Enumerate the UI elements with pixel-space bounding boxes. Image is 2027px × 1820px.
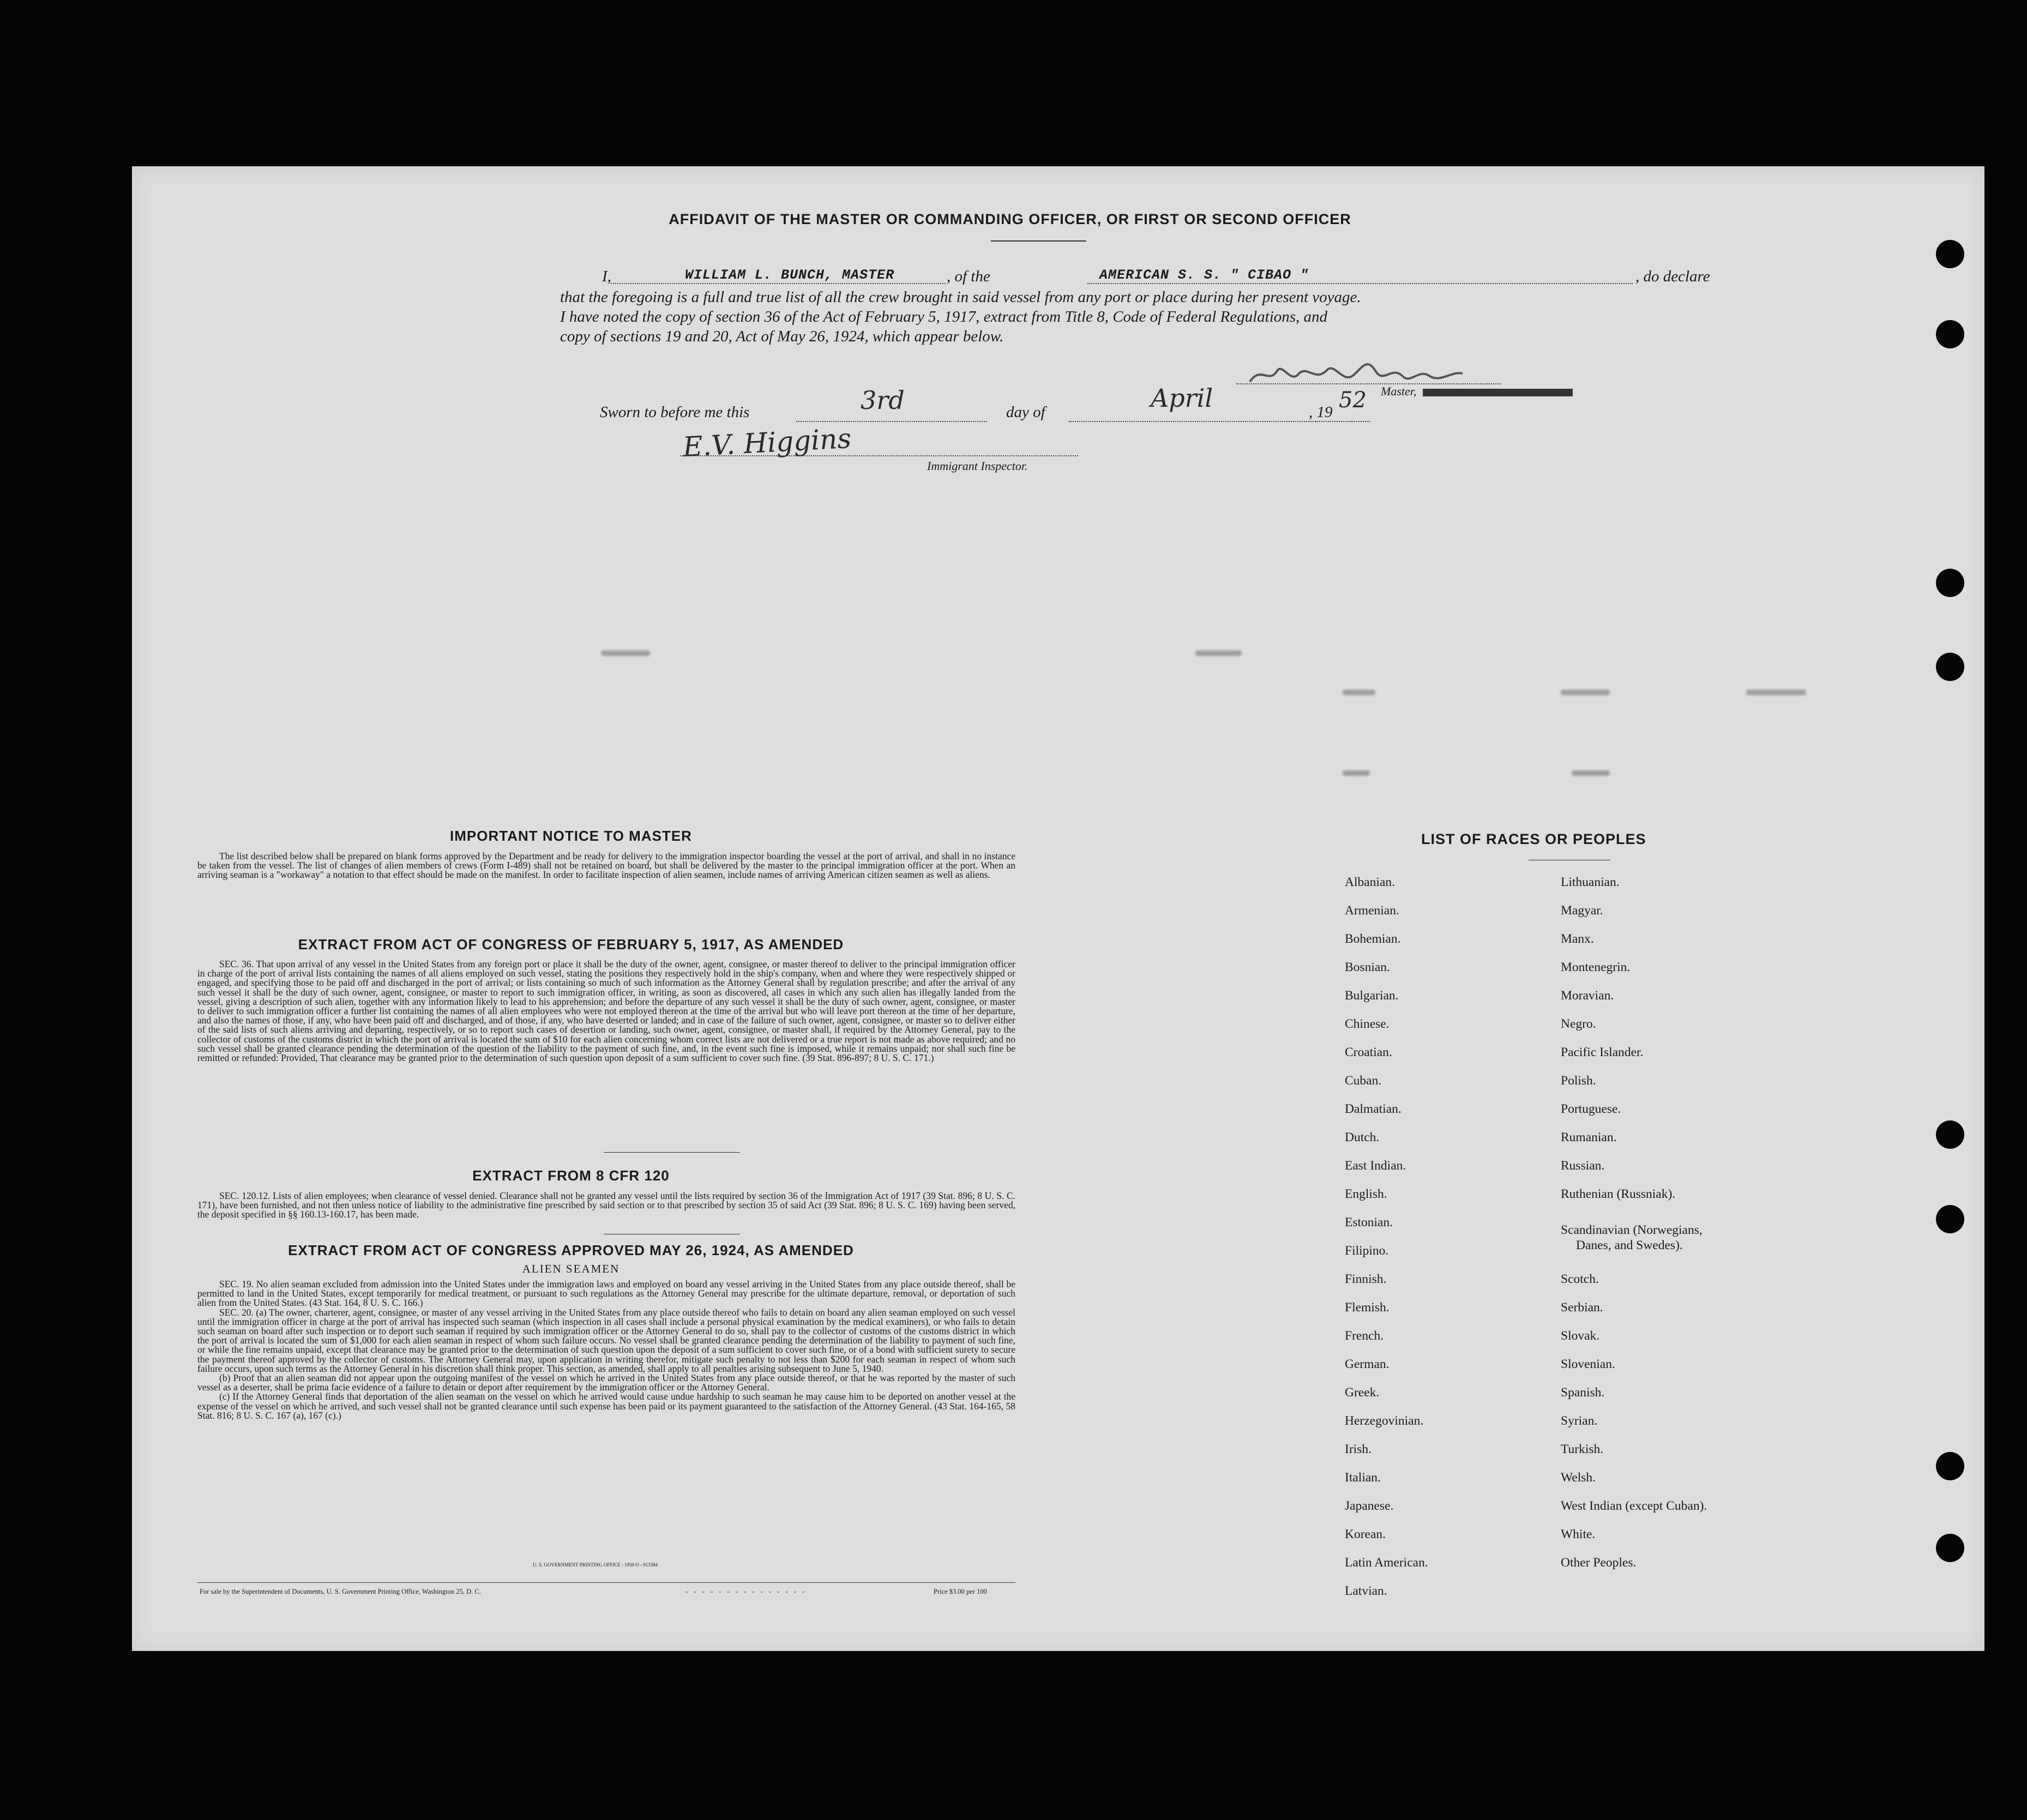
- race-item: Serbian.: [1561, 1300, 1603, 1315]
- race-item: German.: [1345, 1357, 1390, 1371]
- race-item: Filipino.: [1345, 1244, 1389, 1258]
- punch-hole: [1936, 1534, 1964, 1562]
- race-item: Croatian.: [1345, 1045, 1392, 1059]
- bleed-through-mark: [1343, 770, 1370, 776]
- declaration-line-4: copy of sections 19 and 20, Act of May 26, 1924, which appear below.: [560, 328, 1004, 345]
- year-underline: [1315, 421, 1370, 422]
- footer-dots: - - - - - - - - - - - - - - -: [685, 1588, 807, 1595]
- footer-rule: [197, 1582, 1015, 1583]
- race-item: Slovenian.: [1561, 1357, 1615, 1371]
- race-item: Slovak.: [1561, 1329, 1600, 1343]
- month-underline: [1069, 421, 1352, 422]
- race-item: Latin American.: [1345, 1556, 1428, 1570]
- divider: [604, 1152, 740, 1153]
- race-item: East Indian.: [1345, 1159, 1406, 1173]
- title-rule: [991, 240, 1086, 242]
- race-item: Cuban.: [1345, 1074, 1382, 1088]
- alien-seamen-subtitle: ALIEN SEAMEN: [522, 1262, 620, 1275]
- notice-title: IMPORTANT NOTICE TO MASTER: [450, 828, 692, 844]
- race-item: Armenian.: [1345, 903, 1399, 918]
- punch-hole: [1936, 1205, 1964, 1233]
- race-item: Scandinavian (Norwegians,: [1561, 1223, 1703, 1237]
- name-underline: [611, 283, 946, 284]
- race-item: Italian.: [1345, 1471, 1381, 1485]
- race-item: Other Peoples.: [1561, 1556, 1637, 1570]
- race-item: English.: [1345, 1187, 1387, 1201]
- sworn-day: 3rd: [861, 385, 905, 415]
- race-item: Spanish.: [1561, 1385, 1605, 1400]
- inspector-signature: E.V. Higgins: [682, 422, 852, 463]
- sec-20c-paragraph: (c) If the Attorney General finds that deportation of the alien seaman on the vessel on which he arrived would cause undue hardship to such seaman he may cause him to be deported on another vessel at the expense of the vessel on which he arrived, and such vessel shall not be granted clearance until such expense has been paid or its payment guaranteed to the satisfaction of the Attorney General. (43 Stat. 164-165, 58 Stat. 816; 8 U. S. C. 167 (a), 167 (c).): [197, 1391, 1015, 1421]
- extract-1917-text: SEC. 36. That upon arrival of any vessel in the United States from any foreign port or place it shall be the duty of the owner, agent, consignee, or master thereof to deliver to the principal immigration officer in charge of the port of arrival lists containing the names of all aliens employed on such vessel, stating the positions they respectively hold in the ship's company, when and where they were respectively shipped or engaged, and specifying those to be paid off and discharged in the port of arrival; or lists containing so much of such information as the Attorney General shall by regulation prescribe; and after the arrival of any such vessel it shall be the duty of such owner, agent, consignee, or master to report to such immigration officer, in writing, as soon as discovered, all cases in which any such alien has illegally landed from the vessel, giving a description of such alien, together with any information likely to lead to his apprehension; and before the departure of any such vessel it shall be the duty of such owner, agent, consignee, or master to deliver to such immigration officer a further list containing the names of all alien employees who were not employed thereon at the time of the arrival but who will leave port thereon at the time of her departure, and also the names of those, if any, who have been paid off and discharged, and of those, if any, who have deserted or landed; and in case of the failure of such owner, agent, consignee, or master so to deliver either of the said lists of such aliens arriving and departing, respectively, or so to report such cases of desertion or landing, such owner, agent, consignee, or master shall, if required by the Attorney General, pay to the collector of customs of the customs district in which the port of arrival is located the sum of $10 for each alien concerning whom correct lists are not delivered or a true report is not made as above required; and no such vessel shall be granted clearance pending the determination of the question of the liability to the payment of such fine, and, in the event such fine is imposed, while it remains unpaid; nor shall such fine be remitted or refunded: Provided, That clearance may be granted prior to the determination of such question upon deposit of a sum sufficient to cover such fine. (39 Stat. 896-897; 8 U. S. C. 171.): [197, 959, 1015, 1064]
- race-item: White.: [1561, 1527, 1596, 1541]
- race-item: Bulgarian.: [1345, 989, 1399, 1003]
- day-of-label: day of: [1006, 403, 1045, 421]
- inspector-label: Immigrant Inspector.: [927, 459, 1028, 473]
- sworn-month: April: [1151, 383, 1213, 413]
- race-item: Turkish.: [1561, 1442, 1604, 1456]
- race-item: Magyar.: [1561, 903, 1603, 918]
- race-item: Welsh.: [1561, 1471, 1596, 1485]
- race-item: Dalmatian.: [1345, 1102, 1402, 1116]
- race-item: Bohemian.: [1345, 932, 1401, 946]
- race-item: Flemish.: [1345, 1300, 1390, 1315]
- race-item: Bosnian.: [1345, 960, 1390, 974]
- form-page: [132, 166, 1984, 1651]
- extract-cfr-title: EXTRACT FROM 8 CFR 120: [472, 1167, 670, 1184]
- master-label: [1381, 384, 1573, 399]
- extract-1917-title: EXTRACT FROM ACT OF CONGRESS OF FEBRUARY 5, 1917, AS AMENDED: [298, 936, 844, 953]
- i-label: I,: [602, 268, 611, 285]
- race-item: Lithuanian.: [1561, 875, 1620, 889]
- race-item: Japanese.: [1345, 1499, 1394, 1513]
- race-item: West Indian (except Cuban).: [1561, 1499, 1707, 1513]
- race-item: Herzegovinian.: [1345, 1414, 1424, 1428]
- race-item: Russian.: [1561, 1159, 1605, 1173]
- gpo-imprint: U. S. GOVERNMENT PRINTING OFFICE : 1950 O - 913384: [533, 1562, 658, 1568]
- master-label-text: Master,: [1381, 384, 1417, 398]
- bleed-through-mark: [1343, 690, 1375, 695]
- bleed-through-mark: [1561, 690, 1610, 695]
- bleed-through-mark: [1746, 690, 1806, 695]
- declaration-line-3: I have noted the copy of section 36 of the Act of February 5, 1917, extract from Title 8, Code of Federal Regulations, and: [560, 308, 1328, 326]
- of-the-label: , of the: [947, 268, 990, 285]
- punch-hole: [1936, 569, 1964, 597]
- race-item: Pacific Islander.: [1561, 1045, 1644, 1059]
- race-item: Ruthenian (Russniak).: [1561, 1187, 1676, 1201]
- race-item: Negro.: [1561, 1017, 1596, 1031]
- struck-out-text: [1423, 389, 1573, 396]
- race-item: Dutch.: [1345, 1130, 1380, 1144]
- race-item: Polish.: [1561, 1074, 1596, 1088]
- races-title: LIST OF RACES OR PEOPLES: [1421, 831, 1646, 847]
- bleed-through-mark: [1572, 770, 1610, 776]
- race-item: Syrian.: [1561, 1414, 1598, 1428]
- extract-1924-title: EXTRACT FROM ACT OF CONGRESS APPROVED MAY 26, 1924, AS AMENDED: [288, 1242, 854, 1258]
- race-item: Korean.: [1345, 1527, 1386, 1541]
- sec-19-paragraph: SEC. 19. No alien seaman excluded from admission into the United States under the immigration laws and employed on board any vessel arriving in the United States from any place outside thereof, shall be permitted to land in the United States, except temporarily for medical treatment, or pursuant to such regulations as the Attorney General may prescribe for the ultimate departure, removal, or deportation of such alien from the United States. (43 Stat. 164, 8 U. S. C. 166.): [197, 1279, 1015, 1309]
- do-declare-label: , do declare: [1635, 268, 1710, 285]
- punch-hole: [1936, 1452, 1964, 1480]
- bleed-through-mark: [601, 650, 650, 656]
- extract-1924-text: [197, 1280, 1015, 1420]
- race-item: Chinese.: [1345, 1017, 1390, 1031]
- race-item: Greek.: [1345, 1385, 1380, 1400]
- vessel-underline: [1087, 283, 1633, 284]
- race-item: French.: [1345, 1329, 1384, 1343]
- year-suffix: 52: [1339, 388, 1367, 413]
- race-item: Manx.: [1561, 932, 1594, 946]
- sworn-label: Sworn to before me this: [600, 403, 750, 421]
- bleed-through-mark: [1195, 650, 1242, 656]
- punch-hole: [1936, 320, 1964, 348]
- sec-20a-paragraph: SEC. 20. (a) The owner, charterer, agent, consignee, or master of any vessel arriving in the United States from any place outside thereof who fails to detain on board any alien seaman employed on such vessel until the immigration officer in charge at the port of arrival has inspected such seaman (which inspection in all cases shall include a personal physical examination by the medical examiners), or who fails to detain such seaman on board after such inspection or to deport such seaman if required by such immigration officer or the Attorney General to do so, shall pay to the collector of customs of the customs district in which the port of arrival is located the sum of $1,000 for each alien seaman in respect of whom such failure occurs. No vessel shall be granted clearance pending the determination of the liability to payment of such fine, or while the fine remains unpaid, except that clearance may be granted prior to the determination of such question upon the deposit of a sum sufficient to cover such fine, or of a bond with sufficient surety to secure the payment thereof approved by the collector of customs. The Attorney General may, upon application in writing therefor, mitigate such penalty to not less than $200 for each seaman in respect of whom such failure occurs, upon such terms as the Attorney General in his discretion shall think proper. This section, as amended, shall apply to all penalties arising subsequent to June 5, 1940.: [197, 1306, 1015, 1374]
- race-item: Irish.: [1345, 1442, 1372, 1456]
- master-name: WILLIAM L. BUNCH, MASTER: [685, 267, 895, 283]
- year-prefix: , 19: [1309, 403, 1333, 421]
- punch-hole: [1936, 1120, 1964, 1149]
- race-item: Latvian.: [1345, 1584, 1387, 1598]
- declaration-line-1: [602, 267, 1731, 288]
- day-underline: [796, 421, 987, 422]
- affidavit-title: AFFIDAVIT OF THE MASTER OR COMMANDING OFFICER, OR FIRST OR SECOND OFFICER: [669, 211, 1351, 227]
- race-item: Estonian.: [1345, 1215, 1393, 1230]
- punch-hole: [1936, 653, 1964, 681]
- race-item: Albanian.: [1345, 875, 1396, 889]
- inspector-underline: [680, 455, 1078, 456]
- race-item: Finnish.: [1345, 1272, 1387, 1286]
- price-note: Price $3.00 per 100: [934, 1588, 987, 1595]
- notice-text: The list described below shall be prepared on blank forms approved by the Department and be ready for delivery to the immigration inspector boarding the vessel at the port of arrival, and shall in no instance be taken from the vessel. The list of changes of alien members of crews (Form I-489) shall not be retained on board, but shall be delivered by the master to the principal immigration officer at the port. When an arriving seaman is a "workaway" a notation to that effect should be made on the manifest. In order to facilitate inspection of alien seamen, include names of arriving American citizen seamen as well as aliens.: [197, 851, 1015, 881]
- race-item: Danes, and Swedes).: [1576, 1238, 1683, 1252]
- sec-20b-paragraph: (b) Proof that an alien seaman did not appear upon the outgoing manifest of the vessel on which he arrived in the United States from any place outside thereof, or that he was reported by the master of such vessel as a deserter, shall be prima facie evidence of a failure to detain or deport after requirement by the immigration officer or the Attorney General.: [197, 1372, 1015, 1393]
- vessel-name: AMERICAN S. S. " CIBAO ": [1099, 267, 1309, 283]
- race-item: Moravian.: [1561, 989, 1614, 1003]
- race-item: Portuguese.: [1561, 1102, 1621, 1116]
- race-item: Rumanian.: [1561, 1130, 1617, 1144]
- race-item: Montenegrin.: [1561, 960, 1631, 974]
- sale-note: For sale by the Superintendent of Documents, U. S. Government Printing Office, Washington 25, D. C.: [200, 1588, 481, 1595]
- punch-hole: [1936, 240, 1964, 268]
- declaration-line-2: that the foregoing is a full and true list of all the crew brought in said vessel from any port or place during her present voyage.: [560, 288, 1361, 306]
- extract-cfr-text: SEC. 120.12. Lists of alien employees; when clearance of vessel denied. Clearance shall not be granted any vessel until the lists required by section 36 of the Immigration Act of 1917 (39 Stat. 896; 8 U. S. C. 171), have been furnished, and not then unless notice of liability to the administrative fine prescribed by said section or to that prescribed by section 35 of said Act (39 Stat. 896; 8 U. S. C. 169) having been served, the deposit specified in §§ 160.13-160.17, has been made.: [197, 1190, 1015, 1220]
- race-item: Scotch.: [1561, 1272, 1599, 1286]
